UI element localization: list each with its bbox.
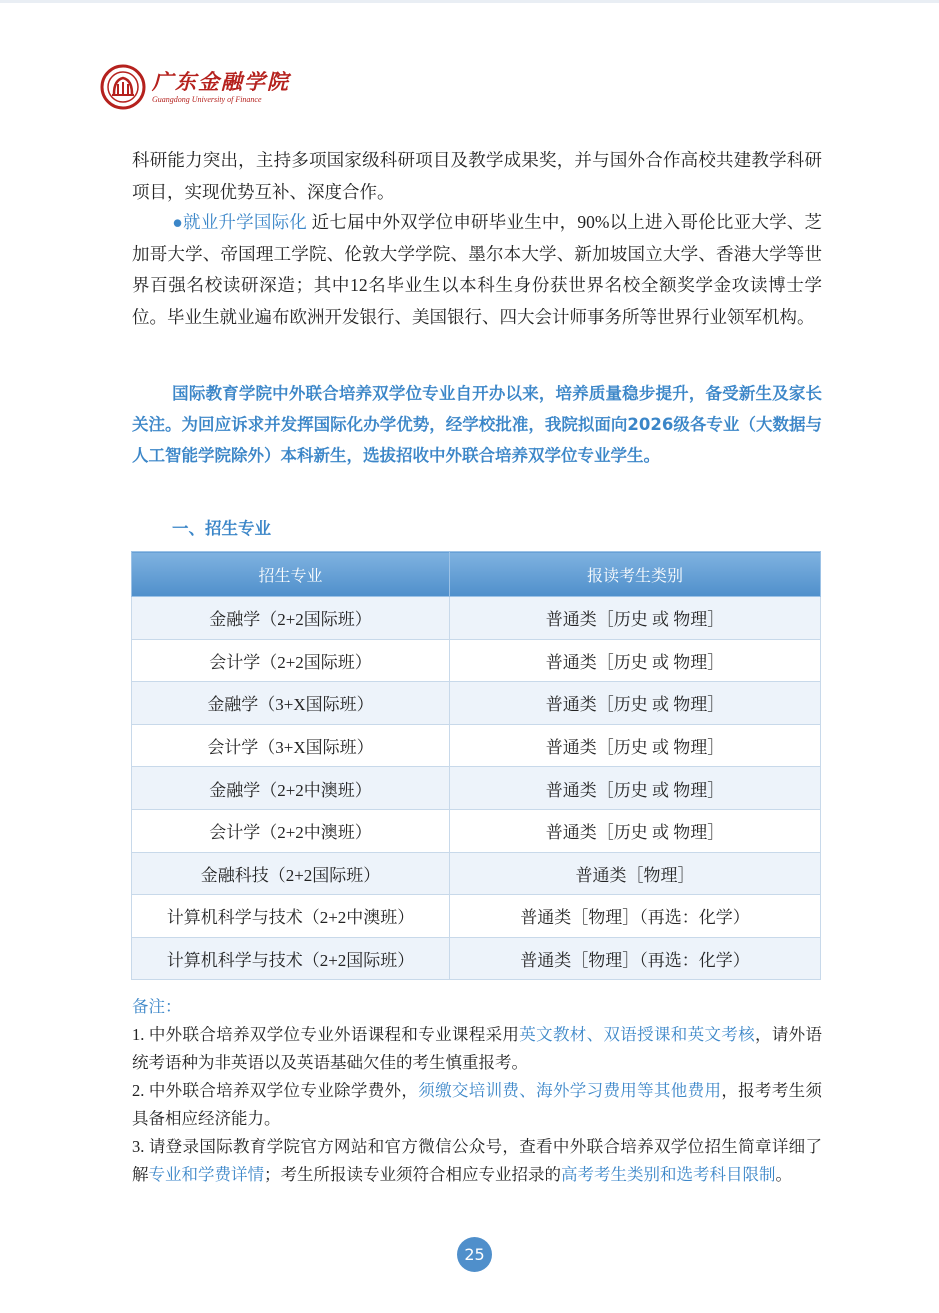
paragraph-research: 科研能力突出，主持多项国家级科研项目及教学成果奖，并与国外合作高校共建教学科研项目，实现优势互补、深度合作。 bbox=[132, 150, 822, 202]
note-3-text-b: ；考生所报读专业须符合相应专业招录的 bbox=[264, 1165, 561, 1184]
major-cell: 会计学（2+2中澳班） bbox=[132, 809, 450, 852]
category-cell: 普通类［历史 或 物理］ bbox=[450, 682, 821, 725]
note-3-highlight-1: 专业和学费详情 bbox=[148, 1165, 264, 1184]
major-cell: 会计学（2+2国际班） bbox=[132, 639, 450, 682]
page-number: 25 bbox=[457, 1237, 492, 1272]
category-cell: 普通类［历史 或 物理］ bbox=[450, 597, 821, 640]
major-cell: 计算机科学与技术（2+2国际班） bbox=[132, 937, 450, 980]
table-row bbox=[132, 809, 821, 852]
school-logo bbox=[100, 64, 300, 114]
employment-highlight: ●就业升学国际化 bbox=[172, 212, 308, 232]
intro-text: 国际教育学院中外联合培养双学位专业自开办以来，培养质量稳步提升，备受新生及家长关注。为回应诉求并发挥国际化办学优势，经学校批准，我院拟面向2026级各专业（大数据与人工智能学院除外）本科新生，选拔招收中外联合培养双学位专业学生。 bbox=[132, 384, 822, 465]
table-row bbox=[132, 852, 821, 895]
note-1-text-a: 1. 中外联合培养双学位专业外语课程和专业课程采用 bbox=[132, 1025, 520, 1044]
major-cell: 金融学（3+X国际班） bbox=[132, 682, 450, 725]
employment-text: 近七届中外双学位申研毕业生中，90%以上进入哥伦比亚大学、芝加哥大学、帝国理工学院、伦敦大学学院、墨尔本大学、新加坡国立大学、香港大学等世界百强名校读研深造；其中12名毕业生以本科生身份获世界名校全额奖学金攻读博士学位。毕业生就业遍布欧洲开发银行、美国银行、四大会计师事务所等世界行业领军机构。 bbox=[132, 212, 823, 327]
category-cell: 普通类［物理］（再选：化学） bbox=[450, 937, 821, 980]
category-cell: 普通类［物理］ bbox=[450, 852, 821, 895]
header-major: 招生专业 bbox=[132, 552, 450, 597]
school-name-cn: 广东金融学院 bbox=[152, 69, 290, 94]
notes-label: 备注： bbox=[132, 997, 182, 1016]
category-cell: 普通类［历史 或 物理］ bbox=[450, 639, 821, 682]
major-cell: 金融科技（2+2国际班） bbox=[132, 852, 450, 895]
major-cell: 金融学（2+2国际班） bbox=[132, 597, 450, 640]
school-seal-icon bbox=[100, 64, 146, 110]
note-3 bbox=[132, 1133, 822, 1189]
notes bbox=[132, 993, 822, 1189]
category-cell: 普通类［历史 或 物理］ bbox=[450, 809, 821, 852]
major-cell: 金融学（2+2中澳班） bbox=[132, 767, 450, 810]
note-3-text-c: 。 bbox=[775, 1165, 792, 1184]
category-cell: 普通类［物理］（再选：化学） bbox=[450, 895, 821, 938]
note-2-text-b: ，报考考生须具备相应经济能力。 bbox=[132, 1081, 823, 1128]
table-row bbox=[132, 639, 821, 682]
category-cell: 普通类［历史 或 物理］ bbox=[450, 767, 821, 810]
header-category: 报读考生类别 bbox=[450, 552, 821, 597]
table-row bbox=[132, 895, 821, 938]
category-cell: 普通类［历史 或 物理］ bbox=[450, 724, 821, 767]
table-row bbox=[132, 767, 821, 810]
paragraph-intro bbox=[132, 378, 822, 471]
note-2-highlight: 须缴交培训费、海外学习费用等其他费用 bbox=[418, 1081, 722, 1100]
table-row bbox=[132, 682, 821, 725]
note-2 bbox=[132, 1077, 822, 1133]
major-cell: 会计学（3+X国际班） bbox=[132, 724, 450, 767]
major-cell: 计算机科学与技术（2+2中澳班） bbox=[132, 895, 450, 938]
table-row bbox=[132, 724, 821, 767]
note-1-text-b: ，请外语统考语种为非英语以及英语基础欠佳的考生慎重报考。 bbox=[132, 1025, 823, 1072]
note-1-highlight: 英文教材、双语授课和英文考核 bbox=[519, 1025, 755, 1044]
majors-table bbox=[131, 551, 821, 980]
table-row bbox=[132, 937, 821, 980]
note-2-text-a: 2. 中外联合培养双学位专业除学费外， bbox=[132, 1081, 419, 1100]
section-title: 一、招生专业 bbox=[172, 519, 271, 538]
school-name-en: Guangdong University of Finance bbox=[152, 95, 262, 104]
note-3-highlight-2: 高考考生类别和选考科目限制 bbox=[561, 1165, 776, 1184]
note-1 bbox=[132, 1021, 822, 1077]
top-rule bbox=[0, 0, 939, 3]
table-header-row bbox=[132, 552, 821, 597]
paragraph-employment bbox=[132, 207, 822, 333]
table-row bbox=[132, 597, 821, 640]
note-3-text-a: 3. 请登录国际教育学院官方网站和官方微信公众号，查看中外联合培养双学位招生简章详细了解 bbox=[132, 1137, 822, 1184]
